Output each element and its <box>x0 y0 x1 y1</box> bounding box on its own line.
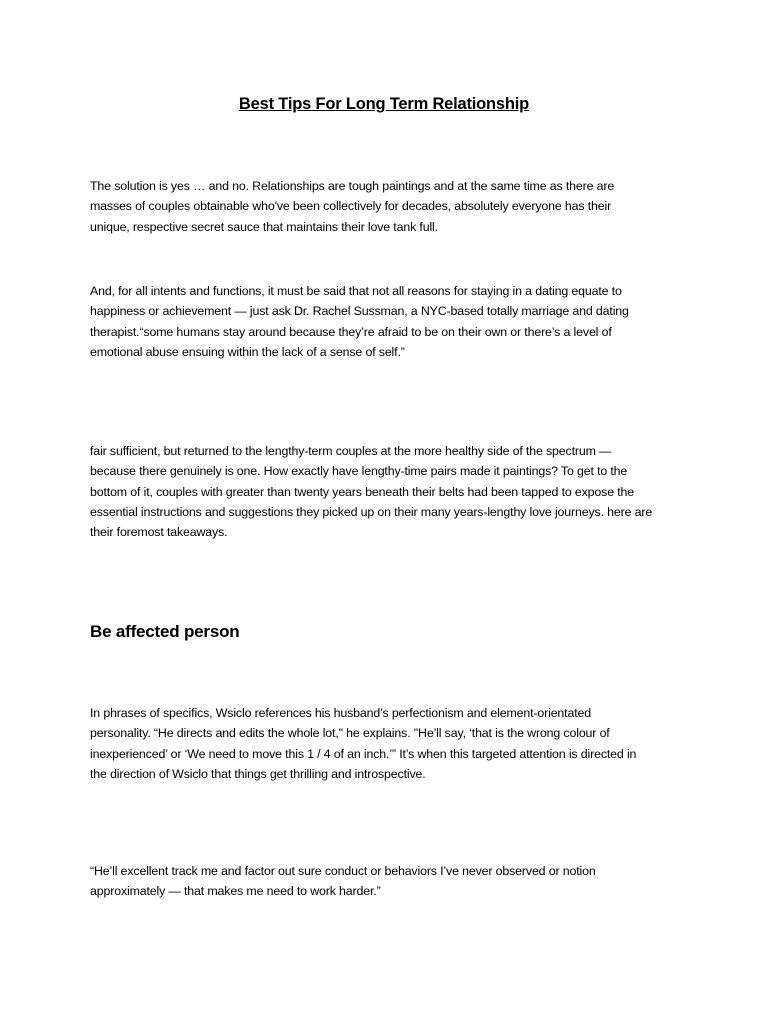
paragraph-reasons <box>90 281 690 362</box>
paragraph-specifics <box>90 703 690 784</box>
section-heading: Be affected person <box>90 622 240 641</box>
text-line: And, for all intents and functions, it must be said that not all reasons for staying in a dating equate to <box>90 284 622 298</box>
text-line: masses of couples obtainable who've been collectively for decades, absolutely everyone has their <box>90 199 612 214</box>
paragraph-long-term-couples <box>90 441 690 542</box>
text-line: their foremost takeaways. <box>90 525 228 540</box>
text-line: the direction of Wsiclo that things get thrilling and introspective. <box>90 766 426 781</box>
text-line: “He’ll excellent track me and factor out sure conduct or behaviors I’ve never observed or notion <box>90 864 596 878</box>
text-line: approximately — that makes me need to work harder.” <box>90 884 381 899</box>
paragraph-intro <box>90 176 690 237</box>
text-line: therapist.“some humans stay around because they’re afraid to be on their own or there’s a level of <box>90 324 612 339</box>
text-line: In phrases of specifics, Wsiclo references his husband’s perfectionism and element-orientated <box>90 706 591 720</box>
text-line: happiness or achievement — just ask Dr. Rachel Sussman, a NYC-based totally marriage and dating <box>90 304 629 319</box>
text-line: bottom of it, couples with greater than twenty years beneath their belts had been tapped to expose the <box>90 484 635 499</box>
text-line: because there genuinely is one. How exactly have lengthy-time pairs made it paintings? To get to the <box>90 464 628 479</box>
paragraph-quote <box>90 861 690 902</box>
document-title: Best Tips For Long Term Relationship <box>238 95 530 113</box>
text-line: emotional abuse ensuing within the lack of a sense of self.” <box>90 344 405 359</box>
text-line: unique, respective secret sauce that maintains their love tank full. <box>90 219 438 234</box>
text-line: The solution is yes … and no. Relationships are tough paintings and at the same time as there are <box>90 179 615 193</box>
text-line: inexperienced’ or ‘We need to move this 1 / 4 of an inch.’” It’s when this targeted attention is directed in <box>90 746 637 761</box>
text-line: personality. “He directs and edits the whole lot," he explains. "He’ll say, ‘that is the wrong colour of <box>90 726 610 741</box>
text-line: essential instructions and suggestions they picked up on their many years-lengthy love journeys. here are <box>90 504 653 519</box>
text-line: fair sufficient, but returned to the lengthy-term couples at the more healthy side of the spectrum — <box>90 444 612 458</box>
